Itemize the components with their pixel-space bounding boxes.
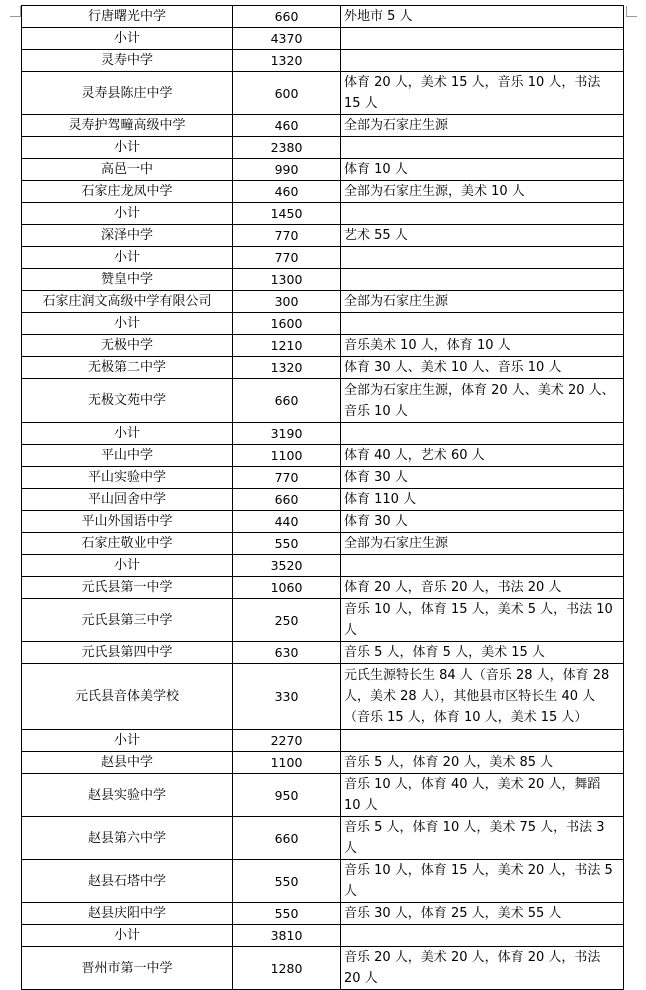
table-row <box>22 947 624 990</box>
school-cell: 灵寿县陈庄中学 <box>22 72 233 115</box>
subtotal-row <box>22 423 624 445</box>
count-cell: 600 <box>233 72 341 115</box>
count-cell: 1100 <box>233 752 341 774</box>
subtotal-row <box>22 247 624 269</box>
count-cell: 1300 <box>233 269 341 291</box>
table-row <box>22 903 624 925</box>
table-row <box>22 533 624 555</box>
subtotal-row <box>22 555 624 577</box>
note-cell: 音乐 10 人，体育 40 人，美术 20 人，舞蹈 10 人 <box>341 774 624 817</box>
school-cell: 无极第二中学 <box>22 357 233 379</box>
count-cell: 250 <box>233 599 341 642</box>
school-cell: 石家庄龙凤中学 <box>22 181 233 203</box>
count-cell: 550 <box>233 903 341 925</box>
note-cell <box>341 555 624 577</box>
note-cell: 音乐 10 人，体育 15 人，美术 20 人，书法 5 人 <box>341 860 624 903</box>
note-cell: 体育 30 人 <box>341 511 624 533</box>
note-cell: 音乐 10 人，体育 15 人，美术 5 人，书法 10 人 <box>341 599 624 642</box>
count-cell: 4370 <box>233 28 341 50</box>
school-cell: 小计 <box>22 137 233 159</box>
table-row <box>22 357 624 379</box>
count-cell: 330 <box>233 664 341 730</box>
school-cell: 小计 <box>22 555 233 577</box>
school-cell: 行唐曙光中学 <box>22 6 233 28</box>
school-cell: 平山回舍中学 <box>22 489 233 511</box>
school-cell: 小计 <box>22 28 233 50</box>
school-cell: 小计 <box>22 203 233 225</box>
count-cell: 770 <box>233 467 341 489</box>
school-cell: 元氏县第四中学 <box>22 642 233 664</box>
school-cell: 小计 <box>22 247 233 269</box>
note-cell: 音乐 20 人，美术 20 人，体育 20 人，书法 20 人 <box>341 947 624 990</box>
subtotal-row <box>22 730 624 752</box>
table-row <box>22 774 624 817</box>
school-cell: 元氏县第三中学 <box>22 599 233 642</box>
enrollment-table <box>21 5 624 990</box>
note-cell: 全部为石家庄生源 <box>341 533 624 555</box>
page-corner-mark-left <box>10 6 21 17</box>
table-row <box>22 335 624 357</box>
school-cell: 晋州市第一中学 <box>22 947 233 990</box>
count-cell: 2270 <box>233 730 341 752</box>
table-row <box>22 50 624 72</box>
table-row <box>22 291 624 313</box>
note-cell: 音乐 5 人，体育 10 人，美术 75 人，书法 3 人 <box>341 817 624 860</box>
page-corner-mark-right <box>626 6 637 17</box>
school-cell: 石家庄润文高级中学有限公司 <box>22 291 233 313</box>
school-cell: 无极文苑中学 <box>22 379 233 423</box>
count-cell: 550 <box>233 860 341 903</box>
note-cell: 音乐 5 人，体育 20 人，美术 85 人 <box>341 752 624 774</box>
note-cell: 全部为石家庄生源 <box>341 291 624 313</box>
table-row <box>22 467 624 489</box>
note-cell <box>341 269 624 291</box>
count-cell: 1320 <box>233 50 341 72</box>
school-cell: 高邑一中 <box>22 159 233 181</box>
table-row <box>22 642 624 664</box>
subtotal-row <box>22 925 624 947</box>
note-cell: 体育 30 人 <box>341 467 624 489</box>
note-cell <box>341 203 624 225</box>
count-cell: 1320 <box>233 357 341 379</box>
count-cell: 1450 <box>233 203 341 225</box>
note-cell: 体育 20 人，美术 15 人，音乐 10 人，书法 15 人 <box>341 72 624 115</box>
subtotal-row <box>22 137 624 159</box>
note-cell: 全部为石家庄生源 <box>341 115 624 137</box>
note-cell: 体育 40 人，艺术 60 人 <box>341 445 624 467</box>
table-row <box>22 269 624 291</box>
count-cell: 460 <box>233 181 341 203</box>
school-cell: 赵县中学 <box>22 752 233 774</box>
note-cell: 音乐 30 人，体育 25 人，美术 55 人 <box>341 903 624 925</box>
count-cell: 1280 <box>233 947 341 990</box>
note-cell <box>341 137 624 159</box>
note-cell: 全部为石家庄生源，体育 20 人、美术 20 人、音乐 10 人 <box>341 379 624 423</box>
note-cell: 外地市 5 人 <box>341 6 624 28</box>
note-cell: 艺术 55 人 <box>341 225 624 247</box>
note-cell: 体育 110 人 <box>341 489 624 511</box>
school-cell: 小计 <box>22 730 233 752</box>
count-cell: 990 <box>233 159 341 181</box>
count-cell: 3810 <box>233 925 341 947</box>
count-cell: 440 <box>233 511 341 533</box>
count-cell: 3520 <box>233 555 341 577</box>
table-row <box>22 511 624 533</box>
subtotal-row <box>22 203 624 225</box>
count-cell: 1600 <box>233 313 341 335</box>
note-cell <box>341 50 624 72</box>
table-row <box>22 489 624 511</box>
count-cell: 2380 <box>233 137 341 159</box>
school-cell: 赵县第六中学 <box>22 817 233 860</box>
note-cell: 音乐 5 人，体育 5 人，美术 15 人 <box>341 642 624 664</box>
table-row <box>22 181 624 203</box>
note-cell: 体育 20 人，音乐 20 人，书法 20 人 <box>341 577 624 599</box>
count-cell: 660 <box>233 489 341 511</box>
count-cell: 660 <box>233 817 341 860</box>
school-cell: 元氏县第一中学 <box>22 577 233 599</box>
table-row <box>22 817 624 860</box>
note-cell <box>341 730 624 752</box>
school-cell: 平山外国语中学 <box>22 511 233 533</box>
count-cell: 950 <box>233 774 341 817</box>
table-row <box>22 445 624 467</box>
school-cell: 平山实验中学 <box>22 467 233 489</box>
count-cell: 550 <box>233 533 341 555</box>
school-cell: 灵寿护驾疃高级中学 <box>22 115 233 137</box>
table-row <box>22 599 624 642</box>
table-row <box>22 159 624 181</box>
school-cell: 小计 <box>22 423 233 445</box>
note-cell: 元氏生源特长生 84 人（音乐 28 人，体育 28 人，美术 28 人），其他县市区特长生 40 人（音乐 15 人，体育 10 人，美术 15 人） <box>341 664 624 730</box>
table-row <box>22 379 624 423</box>
school-cell: 石家庄敬业中学 <box>22 533 233 555</box>
school-cell: 平山中学 <box>22 445 233 467</box>
table-row <box>22 6 624 28</box>
count-cell: 460 <box>233 115 341 137</box>
school-cell: 小计 <box>22 313 233 335</box>
school-cell: 小计 <box>22 925 233 947</box>
count-cell: 770 <box>233 225 341 247</box>
count-cell: 660 <box>233 6 341 28</box>
table-row <box>22 225 624 247</box>
note-cell <box>341 313 624 335</box>
count-cell: 1060 <box>233 577 341 599</box>
table-row <box>22 860 624 903</box>
table-row <box>22 72 624 115</box>
count-cell: 660 <box>233 379 341 423</box>
count-cell: 1100 <box>233 445 341 467</box>
note-cell: 音乐美术 10 人，体育 10 人 <box>341 335 624 357</box>
school-cell: 深泽中学 <box>22 225 233 247</box>
count-cell: 3190 <box>233 423 341 445</box>
count-cell: 630 <box>233 642 341 664</box>
table-row <box>22 577 624 599</box>
subtotal-row <box>22 28 624 50</box>
school-cell: 赵县石塔中学 <box>22 860 233 903</box>
note-cell: 体育 30 人、美术 10 人、音乐 10 人 <box>341 357 624 379</box>
note-cell: 全部为石家庄生源，美术 10 人 <box>341 181 624 203</box>
note-cell <box>341 423 624 445</box>
table-body <box>22 6 624 990</box>
subtotal-row <box>22 313 624 335</box>
school-cell: 赵县庆阳中学 <box>22 903 233 925</box>
school-cell: 元氏县音体美学校 <box>22 664 233 730</box>
table-row <box>22 115 624 137</box>
table-row <box>22 664 624 730</box>
school-cell: 赵县实验中学 <box>22 774 233 817</box>
school-cell: 赞皇中学 <box>22 269 233 291</box>
note-cell: 体育 10 人 <box>341 159 624 181</box>
count-cell: 300 <box>233 291 341 313</box>
note-cell <box>341 925 624 947</box>
count-cell: 1210 <box>233 335 341 357</box>
school-cell: 灵寿中学 <box>22 50 233 72</box>
table-row <box>22 752 624 774</box>
school-cell: 无极中学 <box>22 335 233 357</box>
note-cell <box>341 247 624 269</box>
count-cell: 770 <box>233 247 341 269</box>
note-cell <box>341 28 624 50</box>
